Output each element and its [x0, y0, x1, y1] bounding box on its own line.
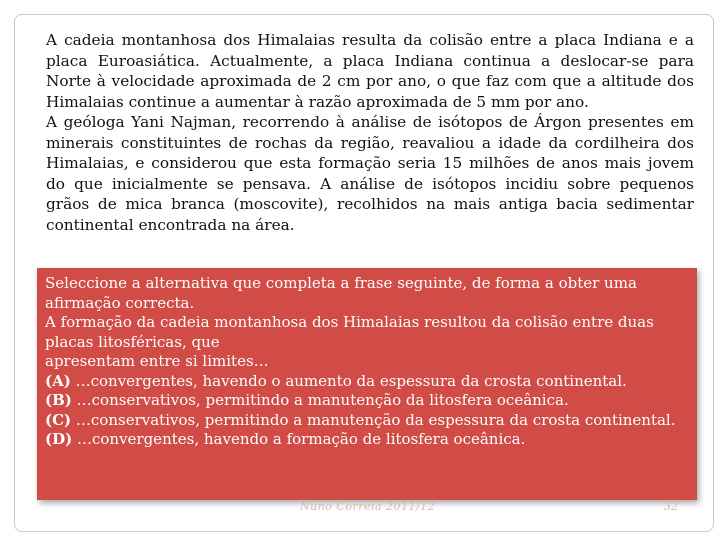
question-stem-line-3: apresentam entre si limites…: [45, 352, 269, 370]
question-stem-line-1: A formação da cadeia montanhosa dos Himalaias resultou da colisão entre duas: [45, 313, 654, 331]
question-instruction-line-2: afirmação correcta.: [45, 293, 195, 312]
option-c-text: …conservativos, permitindo a manutenção da espessura da crosta continental.: [71, 410, 676, 429]
option-a-text: …convergentes, havendo o aumento da espessura da crosta continental.: [70, 371, 627, 390]
intro-paragraph-2: A geóloga Yani Najman, recorrendo à análise de isótopos de Árgon presentes em minerais constituintes de rochas da região, reavaliou a idade da cordilheira dos Himalaias, e considerou que esta formação seria 15 milhões de anos mais jovem do que inicialmente se pensava. A análise de isótopos incidiu sobre pequenos grãos de mica branca (moscovite), recolhidos na mais antiga bacia sedimentar continental encontrada na área.: [46, 113, 694, 234]
page-number: 32: [664, 500, 678, 513]
option-a[interactable]: [45, 372, 685, 392]
option-c-letter: (C): [45, 410, 72, 429]
footer-author: Nuno Correia 2011/12: [300, 500, 436, 513]
option-d[interactable]: [45, 430, 685, 450]
option-a-letter: (A): [45, 371, 71, 390]
question-box: [37, 268, 697, 500]
intro-text: [46, 30, 694, 235]
option-d-text: …convergentes, havendo a formação de litosfera oceânica.: [72, 430, 526, 448]
intro-paragraph-1: A cadeia montanhosa dos Himalaias resulta da colisão entre a placa Indiana e a placa Euroasiática. Actualmente, a placa Indiana continua a deslocar-se para Norte à velocidade aproximada de 2 cm por ano, o que faz com que a altitude dos Himalaias continue a aumentar à razão aproximada de 5 mm por ano.: [46, 31, 694, 111]
option-d-letter: (D): [45, 430, 73, 448]
option-b-letter: (B): [45, 391, 72, 409]
question-instruction-line-1: Seleccione a alternativa que completa a frase seguinte, de forma a obter uma: [45, 274, 637, 292]
option-b-text: …conservativos, permitindo a manutenção da litosfera oceânica.: [71, 391, 569, 409]
question-stem-line-2: placas litosféricas, que: [45, 332, 220, 351]
option-b[interactable]: [45, 391, 685, 411]
option-c[interactable]: [45, 411, 685, 431]
question-content: [45, 274, 685, 450]
